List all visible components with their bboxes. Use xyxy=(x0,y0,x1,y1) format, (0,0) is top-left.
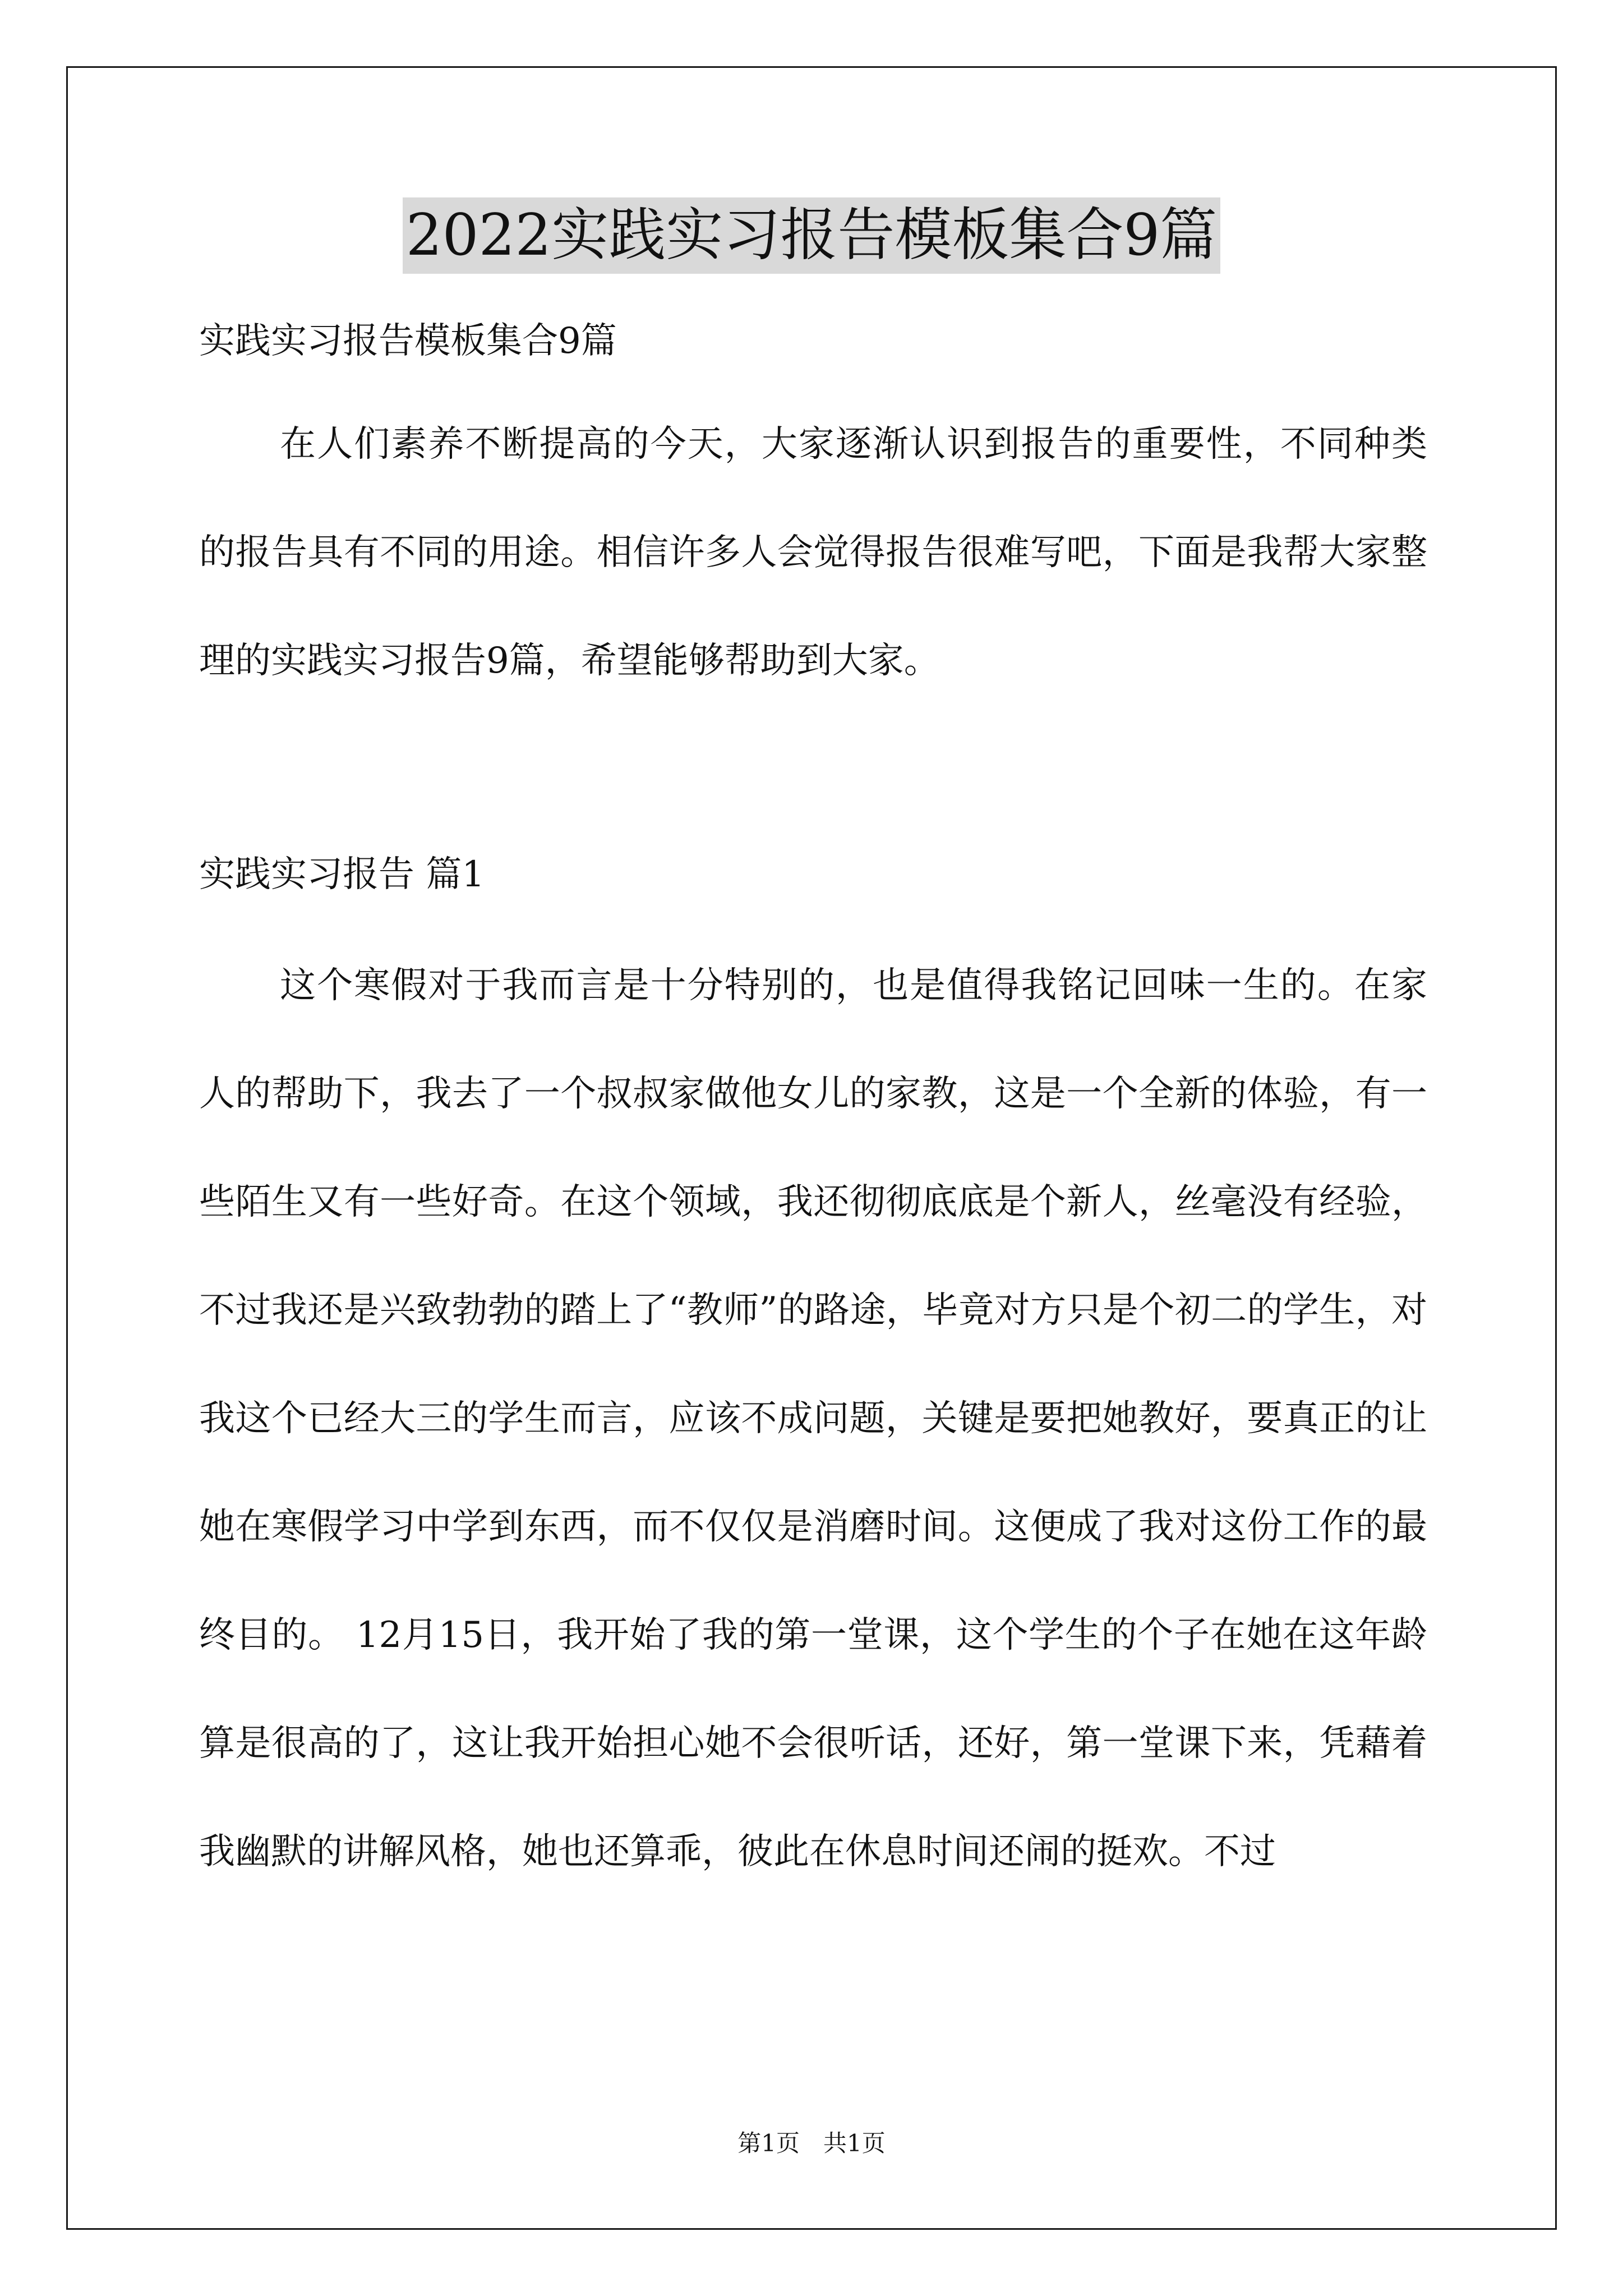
document-title-wrapper xyxy=(0,197,1623,274)
page-footer xyxy=(0,2125,1623,2159)
page-indicator: 第1页 共1页 xyxy=(737,2129,886,2157)
section-1-paragraph: 这个寒假对于我而言是十分特别的，也是值得我铭记回味一生的。在家人的帮助下，我去了一个叔叔家做他女儿的家教，这是一个全新的体验，有一些陌生又有一些好奇。在这个领域，我还彻彻底底是个新人，丝毫没有经验，不过我还是兴致勃勃的踏上了“教师”的路途，毕竟对方只是个初二的学生，对我这个已经大三的学生而言，应该不成问题，关键是要把她教好，要真正的让她在寒假学习中学到东西，而不仅仅是消磨时间。这便成了我对这份工作的最终目的。 12月15日，我开始了我的第一堂课，这个学生的个子在她在这年龄算是很高的了，这让我开始担心她不会很听话，还好，第一堂课下来，凭藉着我幽默的讲解风格，她也还算乖，彼此在休息时间还闹的挺欢。不过 xyxy=(199,965,1427,1872)
document-subtitle: 实践实习报告模板集合9篇 xyxy=(199,320,617,362)
document-body xyxy=(199,314,1427,1906)
intro-paragraph: 在人们素养不断提高的今天，大家逐渐认识到报告的重要性，不同种类的报告具有不同的用途。相信许多人会觉得报告很难写吧，下面是我帮大家整理的实践实习报告9篇，希望能够帮助到大家。 xyxy=(199,424,1427,682)
document-title: 2022实践实习报告模板集合9篇 xyxy=(403,197,1220,274)
section-1-heading: 实践实习报告 篇1 xyxy=(199,854,485,895)
